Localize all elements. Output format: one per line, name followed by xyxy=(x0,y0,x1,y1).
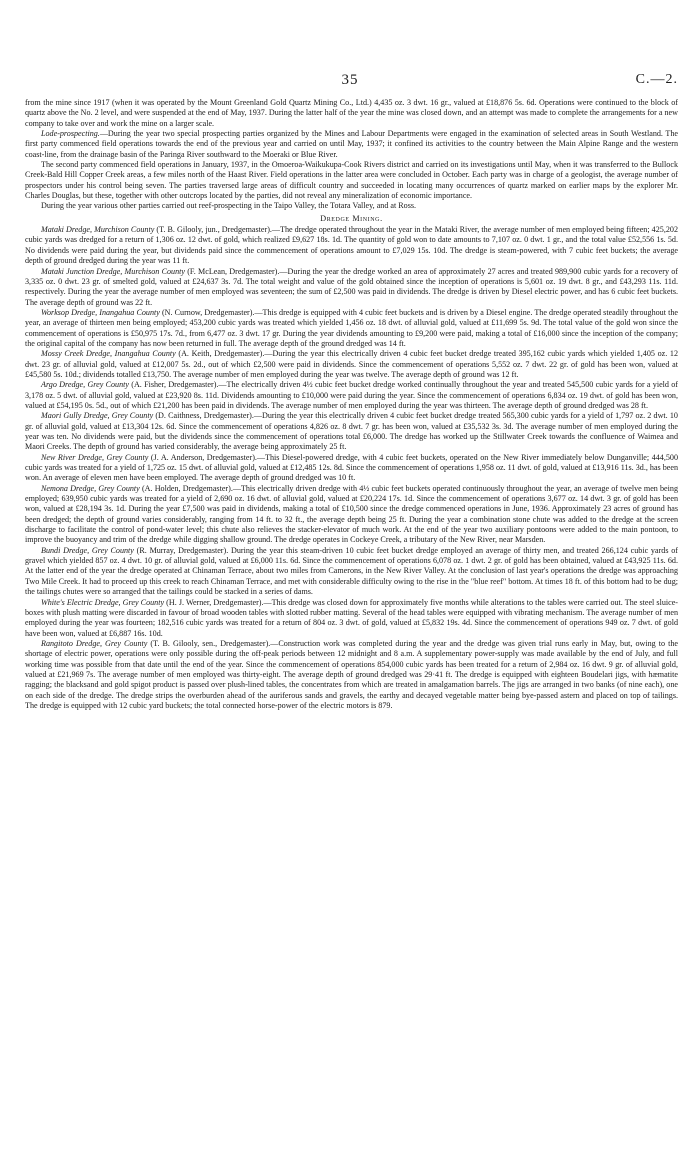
paragraph-lead: Nemona Dredge, Grey County xyxy=(41,483,140,493)
paragraph xyxy=(25,225,678,266)
paragraph-lead: Mossy Creek Dredge, Inangahua County xyxy=(41,349,176,359)
paragraph-text: (R. Murray, Dredgemaster). During the year this steam-driven 10 cubic feet bucket dredge employed an average of thirty men, and treated 266,124 cubic yards of gravel which yielded 857 oz. 4 dwt. 10 gr. of alluvial gold, valued at £6,000 11s. 6d. Since the commencement of operations 6,078 oz. 1 dwt. 2 gr. of gold has been obtained, valued at £43,925 11s. 6d. At the latter end of the year the dredge operated at Chinaman Terrace, about two miles from Camerons, in the New River Valley. At the conclusion of last year's operations the dredge was approaching Two Mile Creek. It had to proceed up this creek to reach Chinaman Terrace, and met with considerable difficulty owing to the rise in the "blue reef" bottom. At times 18 ft. of this bottom had to be dug; the tailings chutes were so arranged that the tailings could be stacked in a series of dams. xyxy=(25,545,678,597)
section-heading: Dredge Mining. xyxy=(320,213,383,223)
paragraph-text: (T. B. Gilooly, sen., Dredgemaster).—Construction work was completed during the year and the dredge was given trial runs early in May, but, owing to the shortage of electric power, operations were only possible during the off-peak periods between 12 midnight and 8 a.m. A supplementary power-supply was made available by the end of July, and full working time was possible from that date until the end of the year. Since the commencement of operations 854,000 cubic yards has been treated for a return of 2,984 oz. 16 dwt. 9 gr. of alluvial gold, valued at £21,969 7s. The average number of men employed was thirty-eight. The average depth of ground dredged was 29·41 ft. The dredge is equipped with eighteen Boudelari jigs, with hæmatite ragging; the blacksand and gold spigot product is passed over plush-lined tables, the concentrates from which are treated in amalgamation barrels. The jigs are arranged in two banks (of nine each), one on each side of the dredge. The dredge strips the overburden ahead of the auriferous sands and gravels, the earthy and decayed vegetable matter being bye-passed astern and placed on top of tailings. The dredge is equipped with 12 cubic yard buckets; the total connected horse-power of the electric motors is 879. xyxy=(25,638,678,710)
paragraph-lead: Maori Gully Dredge, Grey County xyxy=(41,411,154,421)
paragraph xyxy=(25,639,678,711)
paragraph-text: (A. Holden, Dredgemaster).—This electrically driven dredge with 4½ cubic feet buckets operated continuously throughout the year, an average of twelve men being employed; 639,950 cubic yards was treated for a yield of 2,690 oz. 16 dwt. of alluvial gold, valued at £20,224 17s. 1d. Since the commencement of operations 3,677 oz. 14 dwt. 3 gr. of gold has been won, valued at £28,194 3s. 1d. During the year £7,500 was paid in dividends, making a total of £10,500 since the dredge commenced operations in June, 1936. Approximately 23 acres of ground has been dredged; the depth of ground varies considerably, ranging from 14 ft. to 32 ft., the average depth being 25 ft. During the year a combination stone chute was added to the dredge at the screen discharge to facilitate the control of pond-water level; this chute also relieves the stacker-elevator of much work. At the end of the year two auxiliary pontoons were added to the main pontoon, to improve the buoyancy and trim of the dredge while digging shallow ground. The dredge operates in Cockeye Creek, a tributary of the New River, near Marsden. xyxy=(25,483,678,545)
paragraph-text: The second party commenced field operations in January, 1937, in the Omoeroa-Waikukupa-Cook Rivers district and carried on its investigations until May, when it was transferred to the Bullock Creek-Bald Hill Copper Creek areas, a few miles north of the Haast River. Field operations in the latter area were concluded in October. Each party was in charge of a geologist, the average number of prospectors under his control being seven. The parties traversed large areas of difficult country and succeeded in locating many occurrences of quartz marked on earlier maps by the explorer Mr. Charles Douglas, but these, together with other outcrops located by the parties, did not reveal any mineralization of economic importance. xyxy=(25,160,678,201)
paragraph-lead: Lode-prospecting. xyxy=(41,129,100,139)
page-number: 35 xyxy=(341,72,359,88)
paragraph-lead: White's Electric Dredge, Grey County xyxy=(41,597,165,607)
paragraph xyxy=(25,308,678,349)
parliamentary-paper-reference: C.—2. xyxy=(635,72,678,87)
paragraph-text: (H. J. Werner, Dredgemaster).—This dredge was closed down for approximately five months while alterations to the tables were carried out. The steel sluice-boxes with plush matting were discarded in favour of broad wooden tables with slotted rubber matting. Several of the head tables were equipped with vibrating mechanism. The average number of men employed during the year was fourteen; 182,516 cubic yards was treated for a return of 804 oz. 3 dwt. of gold, valued at £5,832 19s. 4d. Since the commencement of operations 949 oz. 7 dwt. of gold have been won, valued at £6,887 16s. 10d. xyxy=(25,597,678,638)
paragraph xyxy=(25,129,678,160)
paragraph xyxy=(25,411,678,452)
paragraph-lead: Mataki Junction Dredge, Murchison County xyxy=(41,266,185,276)
paragraph-text: During the year various other parties carried out reef-prospecting in the Taipo Valley, the Totara Valley, and at Ross. xyxy=(41,201,417,211)
paragraph xyxy=(25,98,678,129)
paragraph-lead: New River Dredge, Grey County xyxy=(41,452,149,462)
paragraph xyxy=(25,267,678,308)
paragraph-text: (D. Caithness, Dredgemaster).—During the year this electrically driven 4 cubic feet bucket dredge treated 565,300 cubic yards for a yield of 1,797 oz. 2 dwt. 10 gr. of alluvial gold, valued at £13,304 12s. 6d. Since the commencement of operations 4,826 oz. 8 dwt. 7 gr. has been won, valued at £35,532 3s. 3d. The average number of men employed during the year was ten. No dividends were paid, but the dividends since the commencement of operations total £6,000. The dredge has worked up the Stillwater Creek towards the confluence of Waimea and Maori Creeks. The depth of ground has varied considerably, the average being approximately 25 ft. xyxy=(25,411,678,452)
paragraph xyxy=(25,484,678,546)
paragraph xyxy=(25,349,678,380)
paragraph-text: from the mine since 1917 (when it was operated by the Mount Greenland Gold Quartz Mining Co., Ltd.) 4,435 oz. 3 dwt. 16 gr., valued at £18,876 5s. 6d. Operations were continued to the block of quartz above the No. 2 level, and were suspended at the end of May, 1937. During the latter half of the year the mine was closed down, and an attempt was made to complete the arrangements for a new company to take over and work the mine on a larger scale. xyxy=(25,98,678,128)
paragraph-text: (F. McLean, Dredgemaster).—During the year the dredge worked an area of approximately 27 acres and treated 989,900 cubic yards for a recovery of 3,335 oz. 0 dwt. 23 gr. of smelted gold, valued at £24,637 3s. 7d. The total weight and value of the gold obtained since the inception of operations is 5,601 oz. 19 dwt. 8 gr., and £43,293 11s. 11d. respectively. During the year the average number of men employed was seventeen; the sum of £2,500 was paid in dividends. The dredge is driven by Diesel electric power, and has 6 cubic feet buckets. The average depth of ground was 22 ft. xyxy=(25,266,678,307)
paragraph-text: —During the year two special prospecting parties organized by the Mines and Labour Departments were engaged in the examination of selected areas in South Westland. The first party commenced field operations towards the end of the previous year and carried on until May, 1937; it confined its activities to the country between the Main Alpine Range and the western coast-line, from the drainage basin of the Paringa River southward to the Moeraki or Blue River. xyxy=(25,129,678,159)
paragraph-text: (T. B. Gilooly, jun., Dredgemaster).—The dredge operated throughout the year in the Mataki River, the average number of men employed being fifteen; 425,202 cubic yards was dredged for a return of 1,306 oz. 12 dwt. of gold, which realized £9,627 18s. 1d. The quantity of gold won to date amounts to 7,107 oz. 0 dwt. 1 gr., and the total value £52,556 1s. 5d. No dividends were paid during the year, but dividends paid since the commencement of operations amount to £7,029 15s. 10d. The dredge is steam-powered, with 7 cubic feet buckets; the average depth of ground dredged during the year was 11 ft. xyxy=(25,225,678,266)
paragraph-lead: Argo Dredge, Grey County xyxy=(41,380,129,390)
paragraph-text: (A. Keith, Dredgemaster).—During the year this electrically driven 4 cubic feet bucket dredge treated 395,162 cubic yards which yielded 1,405 oz. 12 dwt. 23 gr. of alluvial gold, valued at £12,007 5s. 2d., out of which £2,500 were paid in dividends. Since the commencement of operations 5,552 oz. 7 dwt. 22 gr. of gold has been won, valued at £45,580 5s. 10d.; dividends totalled £13,750. The average number of men employed during the year was twelve. The average depth of ground was 12 ft. xyxy=(25,349,678,379)
paragraph-lead: Rangitoto Dredge, Grey County xyxy=(41,638,148,648)
paragraph-lead: Bundi Dredge, Grey County xyxy=(41,545,134,555)
paragraph-text: (N. Curnow, Dredgemaster).—This dredge is equipped with 4 cubic feet buckets and is driven by a Diesel engine. The dredge operated steadily throughout the year, an average of thirteen men being employed; 453,200 cubic yards was treated which yielded 1,456 oz. 18 dwt. of alluvial gold, valued at £11,699 5s. 9d. The total value of the gold won since the commencement of operations is £50,975 17s. 7d., from 6,477 oz. 3 dwt. 17 gr. During the year dividends amounting to £9,200 were paid, making a total of £16,000 since the inception of the company; the original capital of the company has now been returned in full. The average depth of the ground dredged was 14 ft. xyxy=(25,307,678,348)
paragraph xyxy=(25,380,678,411)
paragraph-text: (A. Fisher, Dredgemaster).—The electrically driven 4½ cubic feet bucket dredge worked continually throughout the year and treated 545,500 cubic yards for a yield of 3,178 oz. 5 dwt. of alluvial gold, valued at £23,920 8s. 11d. Dividends amounting to £10,000 were paid during the year. Since the commencement of operations 6,834 oz. 19 dwt. of gold has been won, valued at £54,195 0s. 5d., out of which £21,200 has been paid in dividends. The average number of men employed during the year was thirteen. The average depth of ground dredged was 28 ft. xyxy=(25,380,678,410)
paragraph xyxy=(25,160,678,201)
paragraph xyxy=(25,546,678,598)
paragraph xyxy=(25,453,678,484)
paragraph-lead: Mataki Dredge, Murchison County xyxy=(41,225,155,235)
paragraph xyxy=(25,201,678,211)
paragraph xyxy=(25,598,678,639)
body-text xyxy=(25,98,678,711)
paragraph-text: (J. A. Anderson, Dredgemaster).—This Diesel-powered dredge, with 4 cubic feet buckets, operated on the New River immediately below Dunganville; 444,500 cubic yards was treated for a yield of 1,725 oz. 15 dwt. of alluvial gold, valued at £12,485 12s. 8d. Since the commencement of operations 1,958 oz. 11 dwt. of gold, valued at £13,916 11s. 3d., has been won. An average of eleven men have been employed. The average depth of ground dredged was 10 ft. xyxy=(25,452,678,483)
paragraph-lead: Worksop Dredge, Inangahua County xyxy=(41,307,160,317)
